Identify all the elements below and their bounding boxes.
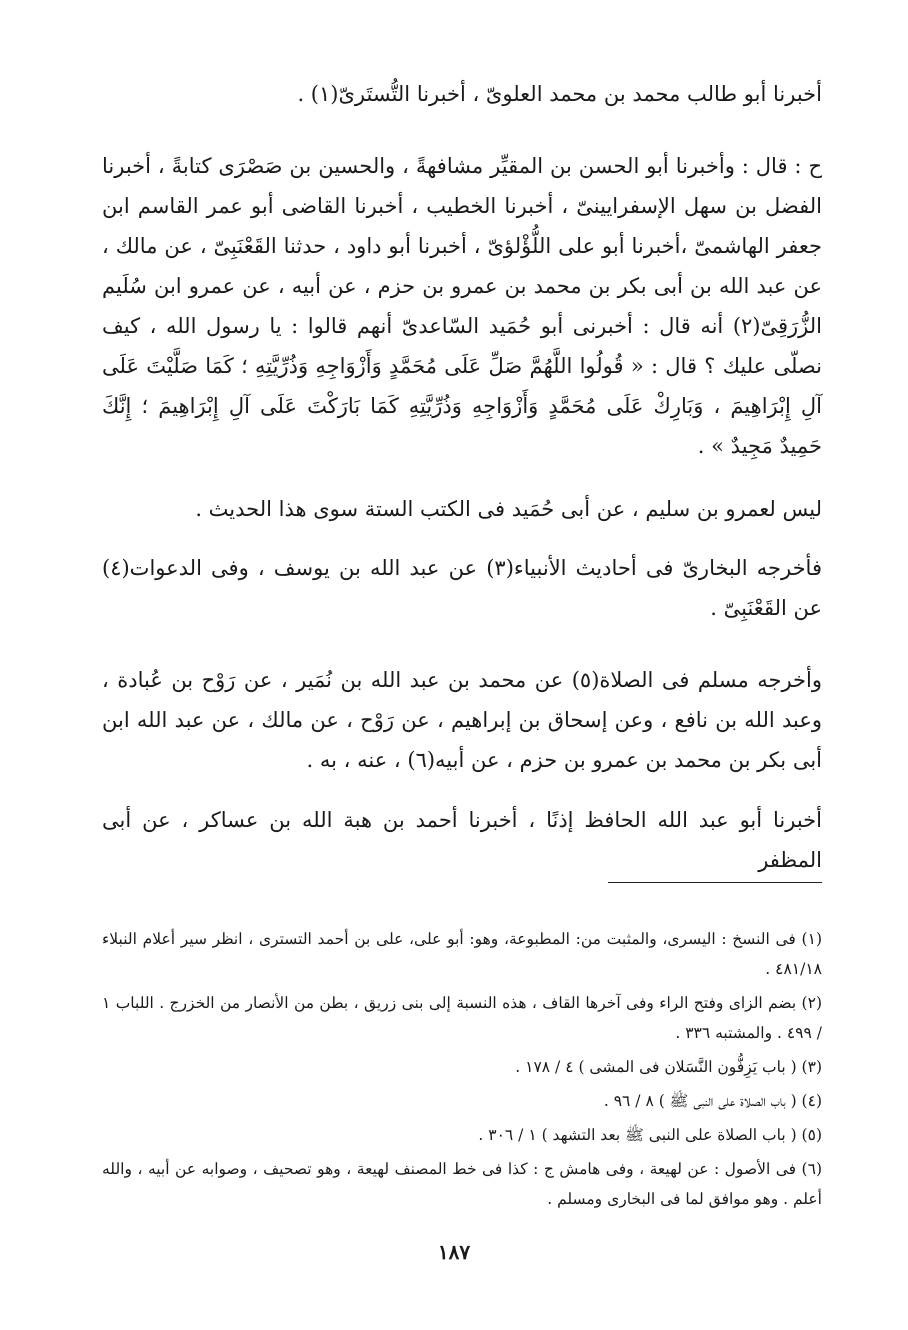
footnote-item: (٤) ( باب الصلاة على النبى ﷺ ) ٨ / ٩٦ . [603,1092,822,1110]
footnote-divider [608,882,822,883]
paragraph-note-amr: ليس لعمرو بن سليم ، عن أبى حُمَيد فى الكتب الستة سوى هذا الحديث . [195,497,822,521]
paragraph-next-isnad: أخبرنا أبو عبد الله الحافظ إذنًا ، أخبرنا أحمد بن هبة الله بن عساكر ، عن أبى المظفر [102,808,822,872]
footnote-item: (٥) ( باب الصلاة على النبى ﷺ بعد التشهد ) ١ / ٣٠٦ . [478,1126,822,1144]
paragraph-isnad-opening: أخبرنا أبو طالب محمد بن محمد العلوىّ ، أخبرنا التُّستَرىّ(١) . [297,82,822,106]
footnote-item: (١) فى النسخ : اليسرى، والمثبت من: المطبوعة، وهو: أبو على، على بن أحمد التسترى ، انظر سير أعلام النبلاء ٤٨١/١٨ . [102,930,822,978]
paragraph-hadith: ح : قال : وأخبرنا أبو الحسن بن المقيِّر مشافهةً ، والحسين بن صَصْرَى كتابةً ، أخبرنا الفضل بن سهل الإسفرايينىّ ، أخبرنا الخطيب ، أخبرنا القاضى أبو عمر القاسم ابن جعفر الهاشمىّ ،أخبرنا أبو على اللُّؤْلؤىّ ، أخبرنا أبو داود ، حدثنا القَعْنَبِىّ ، عن مالك ، عن عبد الله بن أبى بكر بن محمد بن عمرو بن حزم ، عن أبيه ، عن عمرو ابن سُلَيم الزُّرَقِىّ(٢) أنه قال : أخبرنى أبو حُمَيد السّاعدىّ أنهم قالوا : يا رسول الله ، كيف نصلّى عليك ؟ قال : « قُولُوا اللَّهُمَّ صَلِّ عَلَى مُحَمَّدٍ وَأَزْوَاجِهِ وَذُرِّيَّتِهِ ؛ كَمَا صَلَّيْتَ عَلَى آلِ إِبْرَاهِيمَ ، وَبَارِكْ عَلَى مُحَمَّدٍ وَأَزْوَاجِهِ وَذُرِّيَّتِهِ كَمَا بَارَكْتَ عَلَى آلِ إِبْرَاهِيمَ ؛ إِنَّكَ حَمِيدٌ مَجِيدٌ » . [102,154,822,458]
footnote-item: (٦) فى الأصول : عن لهيعة ، وفى هامش ج : كذا فى خط المصنف لهيعة ، وهو تصحيف ، وصوابه عن أبيه ، والله أعلم . وهو موافق لما فى البخارى ومسلم . [102,1160,822,1208]
footnote-item: (٢) بضم الزاى وفتح الراء وفى آخرها القاف ، هذه النسبة إلى بنى زريق ، بطن من الأنصار من الخزرج . اللباب ١ / ٤٩٩ . والمشتبه ٣٣٦ . [102,994,822,1042]
paragraph-bukhari: فأخرجه البخارىّ فى أحاديث الأنبياء(٣) عن عبد الله بن يوسف ، وفى الدعوات(٤) عن القَعْنَبِىّ . [102,556,822,620]
page-number: ١٨٧ [437,1240,471,1264]
paragraph-muslim: وأخرجه مسلم فى الصلاة(٥) عن محمد بن عبد الله بن نُمَير ، عن رَوْح بن عُبادة ، وعبد الله بن نافع ، وعن إسحاق بن إبراهيم ، عن رَوْح ، عن مالك ، عن عبد الله ابن أبى بكر بن محمد بن عمرو بن حزم ، عن أبيه(٦) ، عنه ، به . [102,668,822,772]
footnotes-list [102,924,822,1218]
footnote-item: (٣) ( باب يَزِفُّون النَّسَلان فى المشى ) ٤ / ١٧٨ . [515,1058,822,1076]
